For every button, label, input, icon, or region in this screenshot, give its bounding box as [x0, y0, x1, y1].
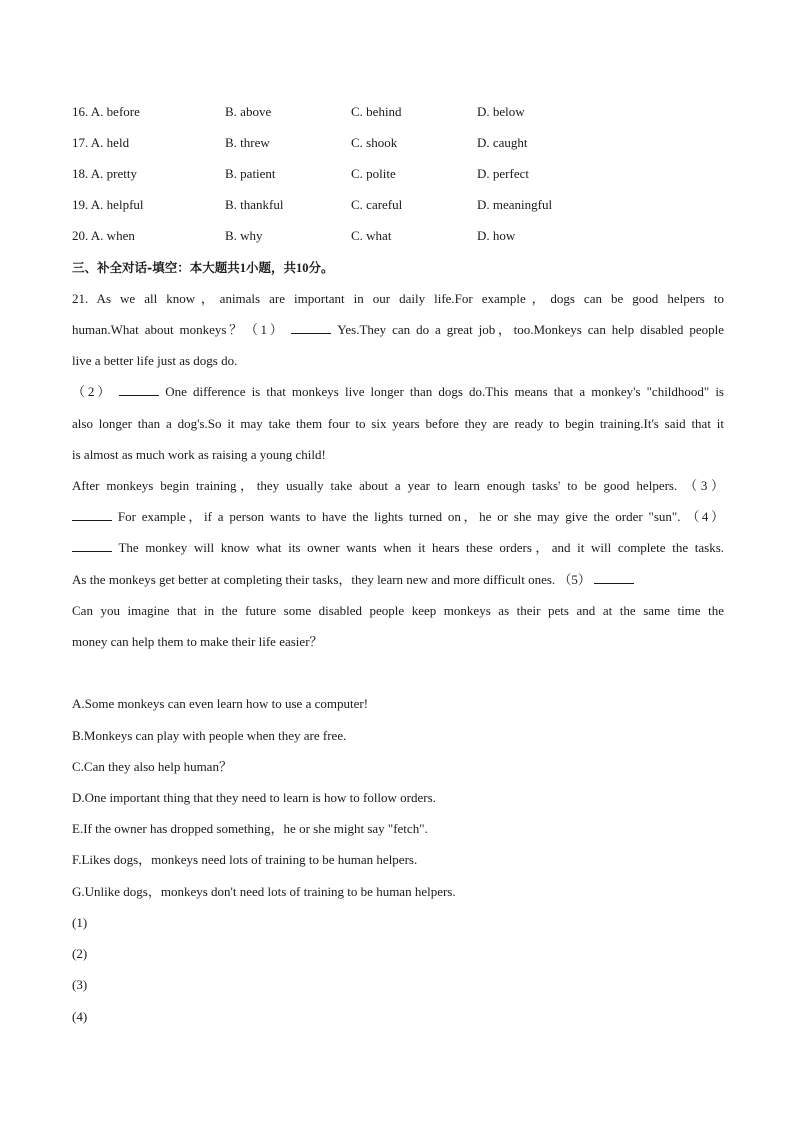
section-heading — [72, 258, 724, 278]
passage-line: is almost as much work as raising a young child! — [72, 447, 326, 462]
option-item: F.Likes dogs，monkeys need lots of training to be human helpers. — [72, 852, 418, 867]
answer-blank-2[interactable] — [119, 382, 159, 396]
answer-label-3: (3) — [72, 977, 88, 992]
mc-option-a: 16. A. before — [72, 104, 140, 119]
option-item: D.One important thing that they need to learn is how to follow orders. — [72, 790, 436, 805]
section-score: 10 — [295, 261, 309, 275]
option-item: G.Unlike dogs，monkeys don't need lots of training to be human helpers. — [72, 884, 456, 899]
mc-option-c: C. shook — [351, 135, 398, 150]
option-item: E.If the owner has dropped something，he or she might say "fetch". — [72, 821, 428, 836]
mc-option-a: 20. A. when — [72, 228, 135, 243]
passage-line: also longer than a dog's.So it may take them four to six years before they are ready to begin training.It's said that it — [72, 416, 724, 431]
answer-label-2: (2) — [72, 946, 88, 961]
answer-blank-3[interactable] — [72, 507, 112, 521]
mc-option-a: 19. A. helpful — [72, 197, 144, 212]
passage-line: live a better life just as dogs do. — [72, 353, 238, 368]
mc-option-c: C. what — [351, 228, 392, 243]
mc-option-c: C. behind — [351, 104, 402, 119]
section-count: 1 — [239, 261, 246, 275]
answer-blank-5[interactable] — [594, 570, 634, 584]
section-title-mid: 小题，共 — [245, 260, 296, 275]
option-item: C.Can they also help human？ — [72, 759, 232, 774]
passage-line: Can you imagine that in the future some disabled people keep monkeys as their pets and at the same time the — [72, 603, 724, 618]
mc-option-d: D. meaningful — [477, 197, 553, 212]
passage-line: （2） One difference is that monkeys live longer than dogs do.This means that a monkey's "childhood" is — [72, 384, 724, 399]
passage-line: 21. As we all know，animals are important in our daily life.For example，dogs can be good helpers to — [72, 291, 724, 306]
mc-option-a: 17. A. held — [72, 135, 130, 150]
answer-label-4: (4) — [72, 1009, 88, 1024]
answer-label-1: (1) — [72, 915, 88, 930]
passage-line: The monkey will know what its owner wants when it hears these orders，and it will complete the tasks. — [72, 538, 724, 558]
mc-option-b: B. above — [225, 104, 272, 119]
mc-option-c: C. careful — [351, 197, 403, 212]
section-title-pre: 三、补全对话-填空：本大题共 — [72, 260, 240, 275]
mc-option-c: C. polite — [351, 166, 396, 181]
passage-line: money can help them to make their life easier？ — [72, 634, 323, 649]
passage-line: For example，if a person wants to have the lights turned on，he or she may give the order "sun". （4） — [72, 507, 724, 527]
mc-option-d: D. how — [477, 228, 516, 243]
section-title-post: 分。 — [308, 260, 334, 275]
passage-line: After monkeys begin training，they usually take about a year to learn enough tasks' to be good helpers. （3） — [72, 478, 724, 493]
mc-option-d: D. below — [477, 104, 525, 119]
mc-option-b: B. patient — [225, 166, 276, 181]
passage-line: As the monkeys get better at completing their tasks，they learn new and more difficult ones. （5） — [72, 570, 724, 590]
option-item: B.Monkeys can play with people when they are free. — [72, 728, 347, 743]
mc-option-b: B. threw — [225, 135, 270, 150]
mc-option-d: D. perfect — [477, 166, 529, 181]
answer-blank-4[interactable] — [72, 538, 112, 552]
answer-blank-1[interactable] — [291, 320, 331, 334]
mc-option-b: B. thankful — [225, 197, 284, 212]
mc-option-b: B. why — [225, 228, 263, 243]
mc-option-d: D. caught — [477, 135, 528, 150]
mc-option-a: 18. A. pretty — [72, 166, 138, 181]
option-item: A.Some monkeys can even learn how to use a computer! — [72, 696, 369, 711]
passage-line: human.What about monkeys？（1） Yes.They can do a great job，too.Monkeys can help disabled people — [72, 322, 724, 337]
